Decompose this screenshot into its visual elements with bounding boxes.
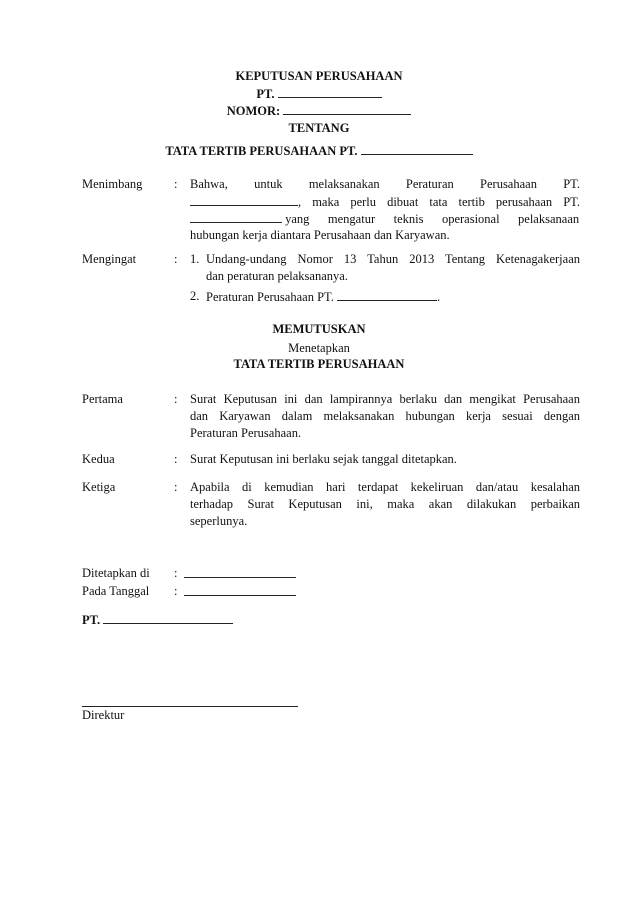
menimbang-blank-1[interactable] bbox=[190, 194, 298, 206]
mengingat-item-1-number: 1. bbox=[190, 252, 200, 266]
mengingat-colon: : bbox=[174, 252, 178, 266]
memutuskan-heading: MEMUTUSKAN bbox=[272, 322, 366, 336]
pertama-line-1: Surat Keputusan ini dan lampirannya berlaku dan mengikat Perusahaan bbox=[190, 392, 580, 406]
mengingat-item-1-line-1: Undang-undang Nomor 13 Tahun 2013 Tentang Ketenagakerjaan bbox=[206, 252, 580, 266]
menimbang-blank-2[interactable] bbox=[190, 211, 282, 223]
company-line: PT. bbox=[0, 86, 638, 102]
tanggal-label: Pada Tanggal bbox=[82, 584, 150, 598]
mengingat-item-2: Peraturan Perusahaan PT. . bbox=[206, 290, 441, 304]
company-name-blank[interactable] bbox=[278, 86, 382, 98]
mengingat-label: Mengingat bbox=[82, 252, 137, 266]
ditetapkan-colon: : bbox=[174, 566, 178, 580]
tanggal-field[interactable] bbox=[184, 584, 296, 600]
document-title: KEPUTUSAN PERUSAHAAN bbox=[235, 69, 403, 83]
pertama-label: Pertama bbox=[82, 392, 123, 406]
footer-company-line: PT. bbox=[82, 612, 233, 628]
kedua-line-1: Surat Keputusan ini berlaku sejak tanggal ditetapkan. bbox=[190, 452, 457, 466]
kedua-label: Kedua bbox=[82, 452, 115, 466]
ditetapkan-blank[interactable] bbox=[184, 566, 296, 578]
menimbang-line-3: yang mengatur teknis operasional pelaksanaan bbox=[190, 211, 580, 227]
ketiga-line-3: seperlunya. bbox=[190, 514, 248, 528]
direktur-label: Direktur bbox=[82, 708, 125, 722]
memutuskan-subject: TATA TERTIB PERUSAHAAN bbox=[233, 357, 405, 371]
mengingat-item-2-number: 2. bbox=[190, 289, 200, 303]
mengingat-company-blank[interactable] bbox=[337, 289, 437, 301]
tentang-heading: TENTANG bbox=[288, 121, 350, 135]
pertama-line-3: Peraturan Perusahaan. bbox=[190, 426, 302, 440]
signature-line bbox=[82, 706, 298, 707]
menimbang-line-1: Bahwa, untuk melaksanakan Peraturan Perusahaan PT. bbox=[190, 177, 580, 191]
ditetapkan-field[interactable] bbox=[184, 566, 296, 582]
subject-heading: TATA TERTIB PERUSAHAAN PT. bbox=[0, 143, 638, 159]
kedua-colon: : bbox=[174, 452, 178, 466]
footer-company-blank[interactable] bbox=[103, 612, 233, 624]
menimbang-label: Menimbang bbox=[82, 177, 143, 191]
tanggal-colon: : bbox=[174, 584, 178, 598]
ketiga-colon: : bbox=[174, 480, 178, 494]
tanggal-blank[interactable] bbox=[184, 584, 296, 596]
menetapkan-text: Menetapkan bbox=[288, 341, 350, 355]
pertama-line-2: dan Karyawan dalam melaksanakan hubungan kerja sesuai dengan bbox=[190, 409, 580, 423]
pertama-colon: : bbox=[174, 392, 178, 406]
nomor-blank[interactable] bbox=[283, 103, 411, 115]
menimbang-line-2: , maka perlu dibuat tata tertib perusahaan PT. bbox=[190, 194, 580, 210]
nomor-line: NOMOR: bbox=[0, 103, 638, 119]
menimbang-colon: : bbox=[174, 177, 178, 191]
ketiga-line-1: Apabila di kemudian hari terdapat kekeliruan dan/atau kesalahan bbox=[190, 480, 580, 494]
ketiga-line-2: terhadap Surat Keputusan ini, maka akan dilakukan perbaikan bbox=[190, 497, 580, 511]
subject-company-blank[interactable] bbox=[361, 143, 473, 155]
menimbang-line-4: hubungan kerja diantara Perusahaan dan Karyawan. bbox=[190, 228, 450, 242]
mengingat-item-1-line-2: dan peraturan pelaksananya. bbox=[206, 269, 348, 283]
ditetapkan-label: Ditetapkan di bbox=[82, 566, 150, 580]
ketiga-label: Ketiga bbox=[82, 480, 116, 494]
